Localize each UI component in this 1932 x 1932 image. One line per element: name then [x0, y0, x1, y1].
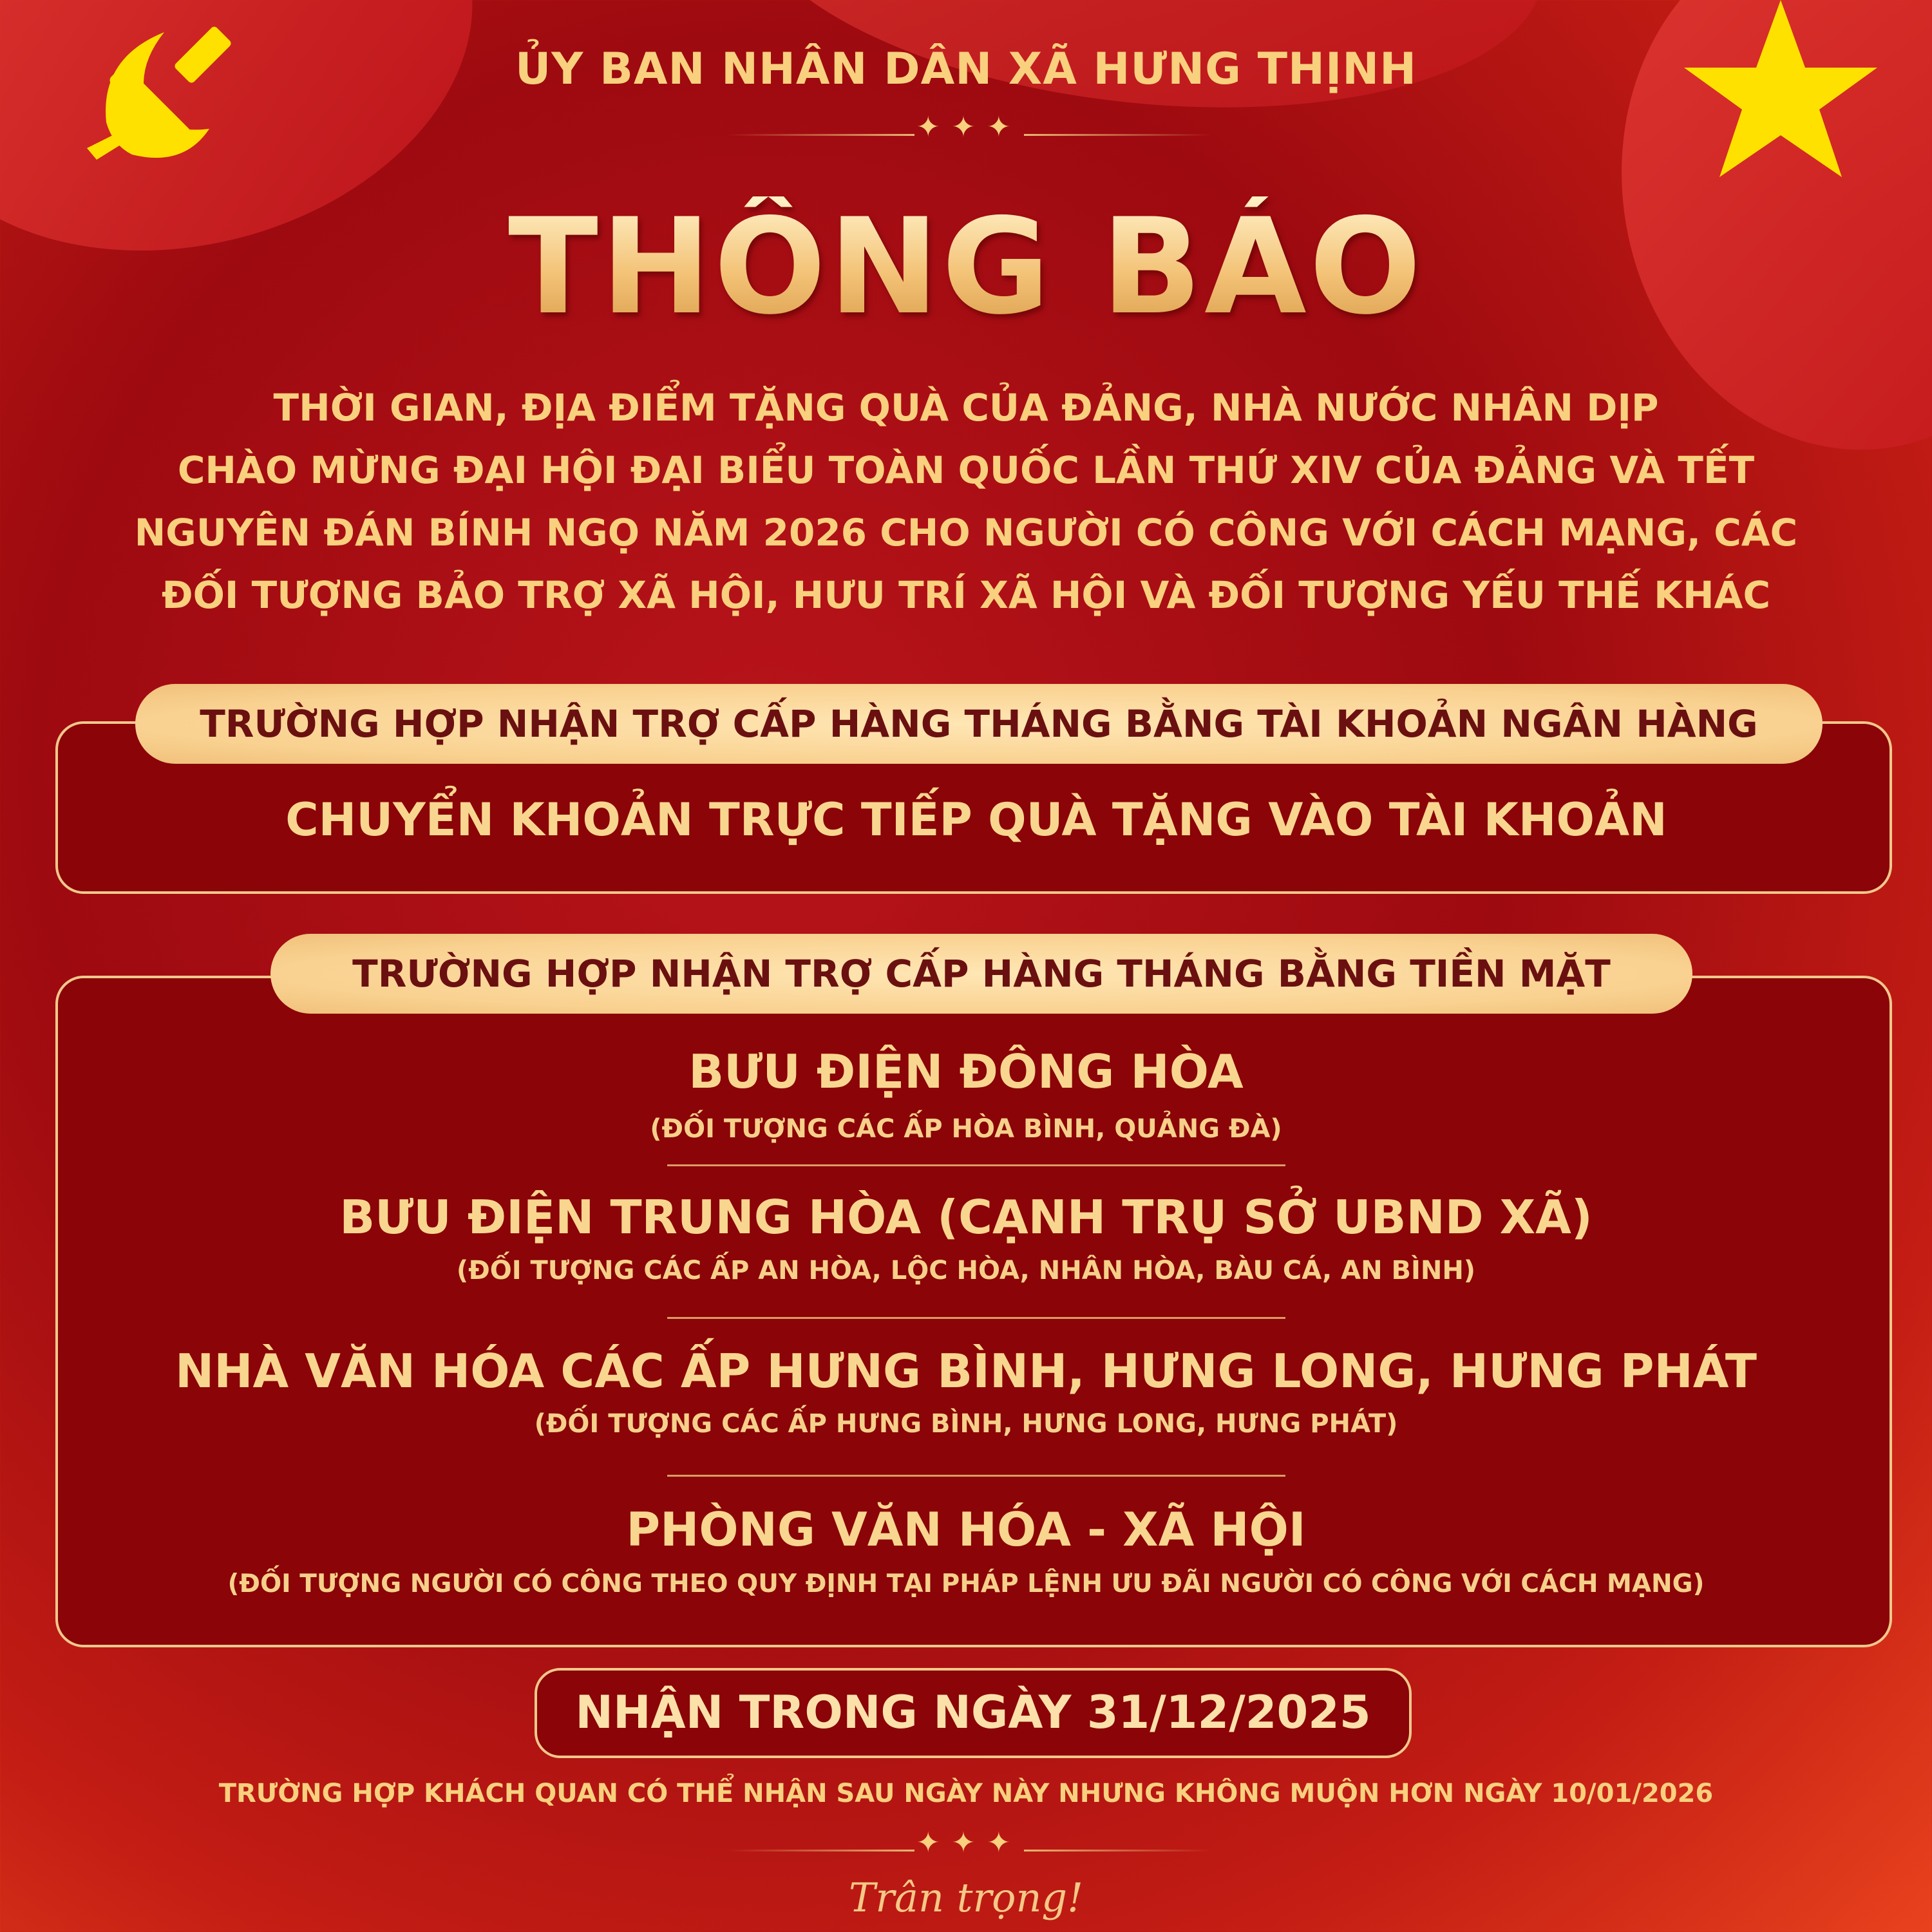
closing-text: Trân trọng! — [848, 1874, 1083, 1921]
location-separator — [667, 1317, 1285, 1319]
sparkle-icon: ✦✦✦ — [916, 1826, 1023, 1859]
cash-section-heading: TRƯỜNG HỢP NHẬN TRỢ CẤP HÀNG THÁNG BẰNG TIỀN MẶT — [270, 934, 1692, 1014]
location-separator — [667, 1164, 1285, 1166]
bottom-divider-right — [1024, 1850, 1211, 1852]
location-note: (ĐỐI TƯỢNG CÁC ẤP HƯNG BÌNH, HƯNG LONG, HƯNG PHÁT) — [534, 1409, 1398, 1439]
location-note: (ĐỐI TƯỢNG NGƯỜI CÓ CÔNG THEO QUY ĐỊNH TẠI PHÁP LỆNH ƯU ĐÃI NGƯỜI CÓ CÔNG VỚI CÁCH MẠNG) — [227, 1569, 1705, 1598]
subtitle-line: THỜI GIAN, ĐỊA ĐIỂM TẶNG QUÀ CỦA ĐẢNG, NHÀ NƯỚC NHÂN DỊP — [273, 386, 1659, 430]
receive-date-box: NHẬN TRONG NGÀY 31/12/2025 — [535, 1668, 1412, 1758]
location-name: BƯU ĐIỆN TRUNG HÒA (CẠNH TRỤ SỞ UBND XÃ) — [339, 1190, 1593, 1244]
page-title: THÔNG BÁO — [0, 196, 1932, 338]
bank-section-content: CHUYỂN KHOẢN TRỰC TIẾP QUÀ TẶNG VÀO TÀI KHOẢN — [285, 793, 1667, 846]
sparkle-icon: ✦✦✦ — [916, 111, 1023, 144]
subtitle-line: NGUYÊN ĐÁN BÍNH NGỌ NĂM 2026 CHO NGƯỜI CÓ CÔNG VỚI CÁCH MẠNG, CÁC — [134, 511, 1798, 554]
deadline-note: TRƯỜNG HỢP KHÁCH QUAN CÓ THỂ NHẬN SAU NGÀY NÀY NHƯNG KHÔNG MUỘN HƠN NGÀY 10/01/2026 — [218, 1779, 1714, 1808]
location-name: BƯU ĐIỆN ĐÔNG HÒA — [688, 1045, 1244, 1099]
subtitle-line: CHÀO MỪNG ĐẠI HỘI ĐẠI BIỂU TOÀN QUỐC LẦN THỨ XIV CỦA ĐẢNG VÀ TẾT — [177, 448, 1755, 492]
top-divider-left — [728, 134, 914, 136]
location-name: PHÒNG VĂN HÓA - XÃ HỘI — [626, 1502, 1306, 1557]
location-note: (ĐỐI TƯỢNG CÁC ẤP AN HÒA, LỘC HÒA, NHÂN HÒA, BÀU CÁ, AN BÌNH) — [456, 1256, 1476, 1285]
top-divider-right — [1024, 134, 1211, 136]
location-name: NHÀ VĂN HÓA CÁC ẤP HƯNG BÌNH, HƯNG LONG, HƯNG PHÁT — [175, 1344, 1757, 1398]
bank-section-heading: TRƯỜNG HỢP NHẬN TRỢ CẤP HÀNG THÁNG BẰNG TÀI KHOẢN NGÂN HÀNG — [135, 684, 1823, 764]
location-separator — [667, 1475, 1285, 1477]
organization-name: ỦY BAN NHÂN DÂN XÃ HƯNG THỊNH — [515, 44, 1417, 95]
hammer-sickle-icon — [61, 19, 274, 174]
subtitle-line: ĐỐI TƯỢNG BẢO TRỢ XÃ HỘI, HƯU TRÍ XÃ HỘI VÀ ĐỐI TƯỢNG YẾU THẾ KHÁC — [161, 573, 1771, 617]
bottom-divider-left — [728, 1850, 914, 1852]
subtitle — [0, 377, 1932, 627]
location-note: (ĐỐI TƯỢNG CÁC ẤP HÒA BÌNH, QUẢNG ĐÀ) — [650, 1114, 1282, 1144]
